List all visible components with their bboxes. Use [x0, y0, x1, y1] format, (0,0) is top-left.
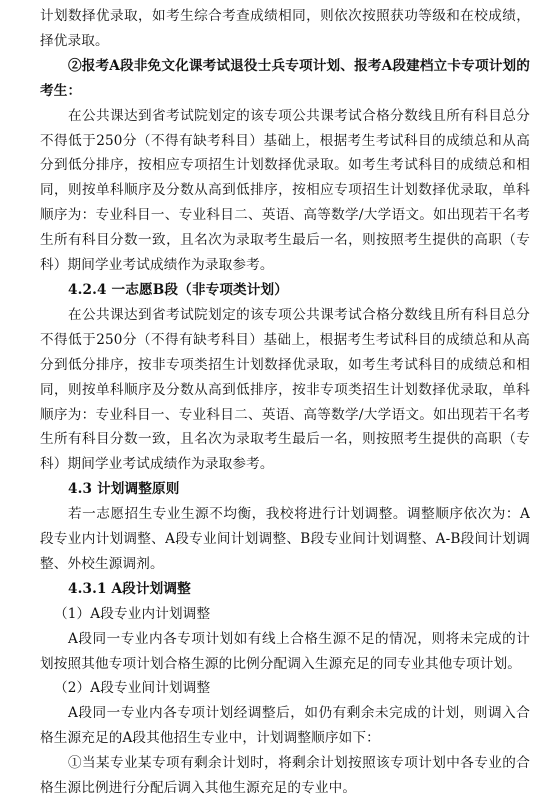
paragraph-between-major-adjustment: A段同一专业内各专项计划经调整后，如仍有剩余未完成的计划，则调入合格生源充足的A段其他招生专业中，计划调整顺序如下：	[40, 705, 530, 747]
paragraph-remaining-plan-rule: ①当某专业某专项有剩余计划时，将剩余计划按照该专项计划中各专业的合格生源比例进行分配后调入其他生源充足的专业中。	[40, 755, 530, 797]
subsection-heading-special-plans: ②报考A段非免文化课考试退役士兵专项计划、报考A段建档立卡专项计划的考生：	[40, 57, 530, 99]
item-heading-1: （1）A段专业内计划调整	[54, 605, 211, 622]
section-heading-4-2-4: 4.2.4 一志愿B段（非专项类计划）	[68, 281, 289, 298]
paragraph-b-segment-rules: 在公共课达到省考试院划定的该专项公共课考试合格分数线且所有科目总分不得低于250分（不得有缺考科目）基础上，根据考生考试科目的成绩总和从高分到低分排序，按非专项类招生计划数择优录取，如考生考试科目的成绩总和相同，则按单科顺序及分数从高到低排序，按非专项类招生计划数择优录取，单科顺序为：专业科目一、专业科目二、英语、高等数学/大学语文。如出现若干名考生所有科目分数一致，且名次为录取考生最后一名，则按照考生提供的高职（专科）期间学业考试成绩作为录取参考。	[40, 306, 530, 473]
paragraph-within-major-adjustment: A段同一专业内各专项计划如有线上合格生源不足的情况，则将未完成的计划按照其他专项计划合格生源的比例分配调入生源充足的同专业其他专项计划。	[40, 630, 530, 672]
paragraph-continuation: 计划数择优录取，如考生综合考查成绩相同，则依次按照获功等级和在校成绩，择优录取。	[40, 8, 530, 49]
item-heading-2: （2）A段专业间计划调整	[54, 680, 211, 697]
section-heading-4-3-1: 4.3.1 A段计划调整	[68, 580, 191, 597]
paragraph-plan-adjustment: 若一志愿招生专业生源不均衡，我校将进行计划调整。调整顺序依次为：A段专业内计划调整、A段专业间计划调整、B段专业间计划调整、A-B段间计划调整、外校生源调剂。	[40, 506, 530, 572]
section-heading-4-3: 4.3 计划调整原则	[68, 481, 180, 498]
paragraph-special-plan-rules: 在公共课达到省考试院划定的该专项公共课考试合格分数线且所有科目总分不得低于250分（不得有缺考科目）基础上，根据考生考试科目的成绩总和从高分到低分排序，按相应专项招生计划数择优录取。如考生考试科目的成绩总和相同，则按单科顺序及分数从高到低排序，按相应专项招生计划数择优录取，单科顺序为：专业科目一、专业科目二、英语、高等数学/大学语文。如出现若干名考生所有科目分数一致，且名次为录取考生最后一名，则按照考生提供的高职（专科）期间学业考试成绩作为录取参考。	[40, 107, 530, 274]
